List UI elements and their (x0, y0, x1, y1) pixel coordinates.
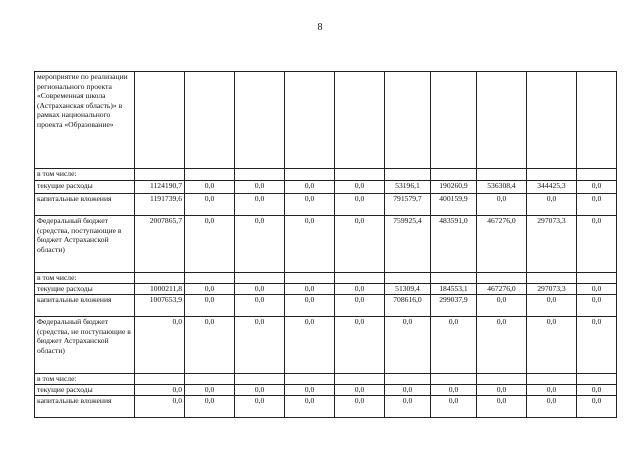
value-cell (577, 169, 617, 181)
value-cell: 0,0 (577, 216, 617, 273)
value-cell (285, 169, 335, 181)
row-label: в том числе: (35, 374, 135, 385)
value-cell: 190260,9 (431, 181, 477, 194)
value-cell: 0,0 (185, 396, 235, 418)
value-cell: 0,0 (477, 385, 527, 396)
value-cell: 0,0 (335, 317, 385, 374)
value-cell: 0,0 (385, 396, 431, 418)
value-cell: 0,0 (235, 181, 285, 194)
table-row (35, 385, 617, 396)
value-cell: 1000211,8 (135, 284, 185, 295)
value-cell (135, 72, 185, 169)
value-cell: 0,0 (335, 385, 385, 396)
value-cell (235, 169, 285, 181)
value-cell: 708616,0 (385, 295, 431, 317)
value-cell: 0,0 (235, 317, 285, 374)
value-cell: 0,0 (185, 194, 235, 216)
value-cell: 0,0 (577, 317, 617, 374)
row-label: в том числе: (35, 169, 135, 181)
table-row (35, 284, 617, 295)
value-cell: 0,0 (285, 317, 335, 374)
value-cell (335, 72, 385, 169)
value-cell: 0,0 (477, 194, 527, 216)
value-cell: 483591,0 (431, 216, 477, 273)
value-cell: 0,0 (335, 194, 385, 216)
value-cell: 184553,1 (431, 284, 477, 295)
table-row (35, 273, 617, 284)
value-cell: 0,0 (577, 194, 617, 216)
value-cell (385, 72, 431, 169)
table-row (35, 295, 617, 317)
value-cell (285, 273, 335, 284)
value-cell: 1124190,7 (135, 181, 185, 194)
value-cell: 0,0 (527, 295, 577, 317)
value-cell: 0,0 (185, 385, 235, 396)
value-cell (135, 169, 185, 181)
value-cell: 467276,0 (477, 216, 527, 273)
value-cell: 0,0 (477, 396, 527, 418)
value-cell: 0,0 (185, 295, 235, 317)
value-cell (135, 374, 185, 385)
value-cell (477, 374, 527, 385)
value-cell: 0,0 (577, 284, 617, 295)
table-row (35, 317, 617, 374)
value-cell: 467276,0 (477, 284, 527, 295)
value-cell: 0,0 (185, 216, 235, 273)
value-cell: 0,0 (135, 317, 185, 374)
table-row (35, 72, 617, 169)
value-cell: 0,0 (577, 295, 617, 317)
table-row (35, 396, 617, 418)
value-cell: 0,0 (135, 385, 185, 396)
value-cell: 0,0 (527, 194, 577, 216)
value-cell: 0,0 (235, 295, 285, 317)
row-label: капитальные вложения (35, 295, 135, 317)
value-cell: 53196,1 (385, 181, 431, 194)
table-row (35, 194, 617, 216)
value-cell (185, 374, 235, 385)
value-cell (335, 273, 385, 284)
value-cell: 0,0 (385, 317, 431, 374)
value-cell (335, 374, 385, 385)
value-cell: 0,0 (577, 181, 617, 194)
value-cell: 297073,3 (527, 216, 577, 273)
value-cell: 0,0 (335, 284, 385, 295)
value-cell: 0,0 (527, 385, 577, 396)
value-cell: 0,0 (285, 396, 335, 418)
row-label: текущие расходы (35, 181, 135, 194)
row-label: капитальные вложения (35, 194, 135, 216)
value-cell: 0,0 (285, 295, 335, 317)
value-cell (527, 374, 577, 385)
value-cell: 0,0 (431, 385, 477, 396)
value-cell (577, 374, 617, 385)
value-cell: 297073,3 (527, 284, 577, 295)
value-cell (385, 374, 431, 385)
value-cell: 0,0 (235, 284, 285, 295)
value-cell (431, 374, 477, 385)
value-cell (385, 273, 431, 284)
value-cell (477, 273, 527, 284)
value-cell (577, 72, 617, 169)
value-cell: 759925,4 (385, 216, 431, 273)
value-cell (477, 169, 527, 181)
value-cell: 0,0 (235, 216, 285, 273)
value-cell: 0,0 (285, 181, 335, 194)
value-cell (185, 169, 235, 181)
value-cell: 0,0 (185, 284, 235, 295)
table-row (35, 169, 617, 181)
value-cell: 0,0 (335, 396, 385, 418)
value-cell (135, 273, 185, 284)
value-cell: 0,0 (235, 396, 285, 418)
value-cell: 0,0 (285, 284, 335, 295)
page-number: 8 (317, 22, 323, 33)
value-cell (185, 72, 235, 169)
value-cell (285, 72, 335, 169)
value-cell: 0,0 (135, 396, 185, 418)
value-cell: 0,0 (527, 396, 577, 418)
table-body (35, 72, 617, 418)
value-cell: 0,0 (285, 385, 335, 396)
value-cell: 0,0 (577, 385, 617, 396)
table-row (35, 181, 617, 194)
value-cell: 2007865,7 (135, 216, 185, 273)
row-label: Федеральный бюджет (средства, не поступающие в бюджет Астраханской области) (35, 317, 135, 374)
value-cell: 791579,7 (385, 194, 431, 216)
value-cell: 0,0 (185, 317, 235, 374)
table-row (35, 216, 617, 273)
value-cell (431, 72, 477, 169)
value-cell (285, 374, 335, 385)
table-row (35, 374, 617, 385)
row-label: Федеральный бюджет (средства, поступающие в бюджет Астраханской области) (35, 216, 135, 273)
value-cell: 0,0 (235, 194, 285, 216)
value-cell: 0,0 (527, 317, 577, 374)
value-cell (335, 169, 385, 181)
value-cell (527, 72, 577, 169)
value-cell (527, 169, 577, 181)
value-cell: 299037,9 (431, 295, 477, 317)
value-cell (431, 169, 477, 181)
value-cell (185, 273, 235, 284)
value-cell (577, 273, 617, 284)
value-cell: 0,0 (285, 216, 335, 273)
value-cell (477, 72, 527, 169)
budget-table (34, 71, 617, 418)
value-cell (431, 273, 477, 284)
row-label: текущие расходы (35, 284, 135, 295)
value-cell: 51309,4 (385, 284, 431, 295)
value-cell: 0,0 (431, 396, 477, 418)
value-cell: 1191739,6 (135, 194, 185, 216)
value-cell: 1007653,9 (135, 295, 185, 317)
value-cell: 0,0 (335, 216, 385, 273)
value-cell: 536308,4 (477, 181, 527, 194)
value-cell: 0,0 (431, 317, 477, 374)
value-cell: 0,0 (235, 385, 285, 396)
row-label: капитальные вложения (35, 396, 135, 418)
row-label: в том числе: (35, 273, 135, 284)
value-cell: 0,0 (385, 385, 431, 396)
value-cell: 400159,9 (431, 194, 477, 216)
value-cell (385, 169, 431, 181)
value-cell (235, 72, 285, 169)
row-label: текущие расходы (35, 385, 135, 396)
value-cell: 0,0 (335, 181, 385, 194)
value-cell (235, 273, 285, 284)
value-cell: 0,0 (285, 194, 335, 216)
value-cell: 0,0 (477, 295, 527, 317)
value-cell: 344425,3 (527, 181, 577, 194)
value-cell: 0,0 (477, 317, 527, 374)
value-cell: 0,0 (577, 396, 617, 418)
value-cell (235, 374, 285, 385)
value-cell: 0,0 (185, 181, 235, 194)
value-cell (527, 273, 577, 284)
row-label: мероприятие по реализации регионального проекта «Современная школа (Астраханская область)» в рамках национального проекта «Образование» (35, 72, 135, 169)
value-cell: 0,0 (335, 295, 385, 317)
